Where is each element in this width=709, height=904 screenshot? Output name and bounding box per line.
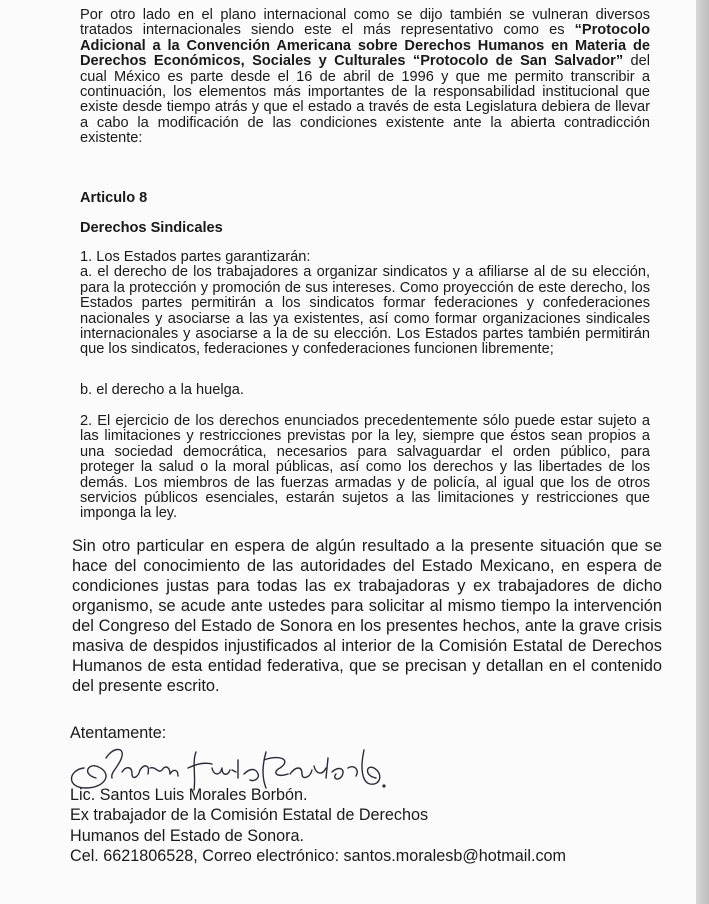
intro-text-end: del cual México es parte desde el 16 de abril de 1996 y que me permito transcribir a continuación, los elementos más importantes de la responsabilidad institucional que existe desde tiempo atrás y que el estado a través de esta Legislatura debiera de llevar a cabo la modificación de las condiciones existente ante la abierta contradicción existente: bbox=[80, 53, 651, 147]
item-2-text: 2. El ejercicio de los derechos enunciados precedentemente sólo puede estar sujeto a las limitaciones y restricciones previstas por la ley, siempre que éstos sean propios a una sociedad democrática, necesarios para salvaguardar el orden público, para proteger la salud o la moral públicas, así como los derechos y las libertades de los demás. Los miembros de las fuerzas armadas y de policía, al igual que los de otros servicios públicos esenciales, estarán sujetos a las limitaciones y restricciones que imponga la ley. bbox=[80, 413, 650, 522]
page-edge-shadow bbox=[696, 0, 709, 904]
intro-text: Por otro lado en el plano internacional como se dijo también se vulneran diversos tratados internacionales siendo este el más representativo como es bbox=[80, 7, 650, 39]
intro-paragraph bbox=[80, 8, 650, 147]
article-item-2 bbox=[80, 414, 650, 522]
protocol-title: “Protocolo Adicional a la Convención Americana sobre Derechos Humanos en Materia de Derechos Económicos, Sociales y Culturales “Protocolo de San Salvador” bbox=[80, 22, 650, 70]
signer-name: Lic. Santos Luis Morales Borbón. bbox=[70, 786, 308, 805]
closing-text: Sin otro particular en espera de algún resultado a la presente situación que se hace del conocimiento de las autoridades del Estado Mexicano, en espera de condiciones justas para todas las ex trabajadoras y ex trabajadores de dicho organismo, se acude ante ustedes para solicitar al mismo tiempo la intervención del Congreso del Estado de Sonora en los presentes hechos, ante la grave crisis masiva de despidos injustificados al interior de la Comisión Estatal de Derechos Humanos de esta entidad federativa, que se precisan y detallan en el contenido del presente escrito. bbox=[72, 537, 662, 695]
signoff-greeting: Atentamente: bbox=[70, 724, 167, 742]
closing-paragraph bbox=[72, 536, 662, 696]
signoff-block bbox=[70, 723, 566, 866]
article-item-1 bbox=[80, 250, 650, 358]
article-title: Articulo 8 bbox=[80, 190, 148, 206]
item-1-lead: 1. Los Estados partes garantizarán: bbox=[80, 249, 311, 265]
item-1-a: a. el derecho de los trabajadores a organizar sindicatos y a afiliarse al de su elección, para la protección y promoción de sus intereses. Como proyección de este derecho, los Estados partes permitirán a los sindicatos formar federaciones y confederaciones nacionales y asociarse a las ya existentes, así como formar organizaciones sindicales internacionales y asociarse a la de su elección. Los Estados partes también permitirán que los sindicatos, federaciones y confederaciones funcionen libremente; bbox=[80, 264, 650, 358]
item-1-b: b. el derecho a la huelga. bbox=[80, 382, 244, 398]
signer-role-line-2: Humanos del Estado de Sonora. bbox=[70, 826, 304, 845]
signer-role-line-1: Ex trabajador de la Comisión Estatal de Derechos bbox=[70, 806, 429, 825]
article-subtitle: Derechos Sindicales bbox=[80, 220, 223, 236]
article-item-1b bbox=[80, 383, 650, 398]
signer-contact: Cel. 6621806528, Correo electrónico: santos.moralesb@hotmail.com bbox=[70, 846, 567, 865]
